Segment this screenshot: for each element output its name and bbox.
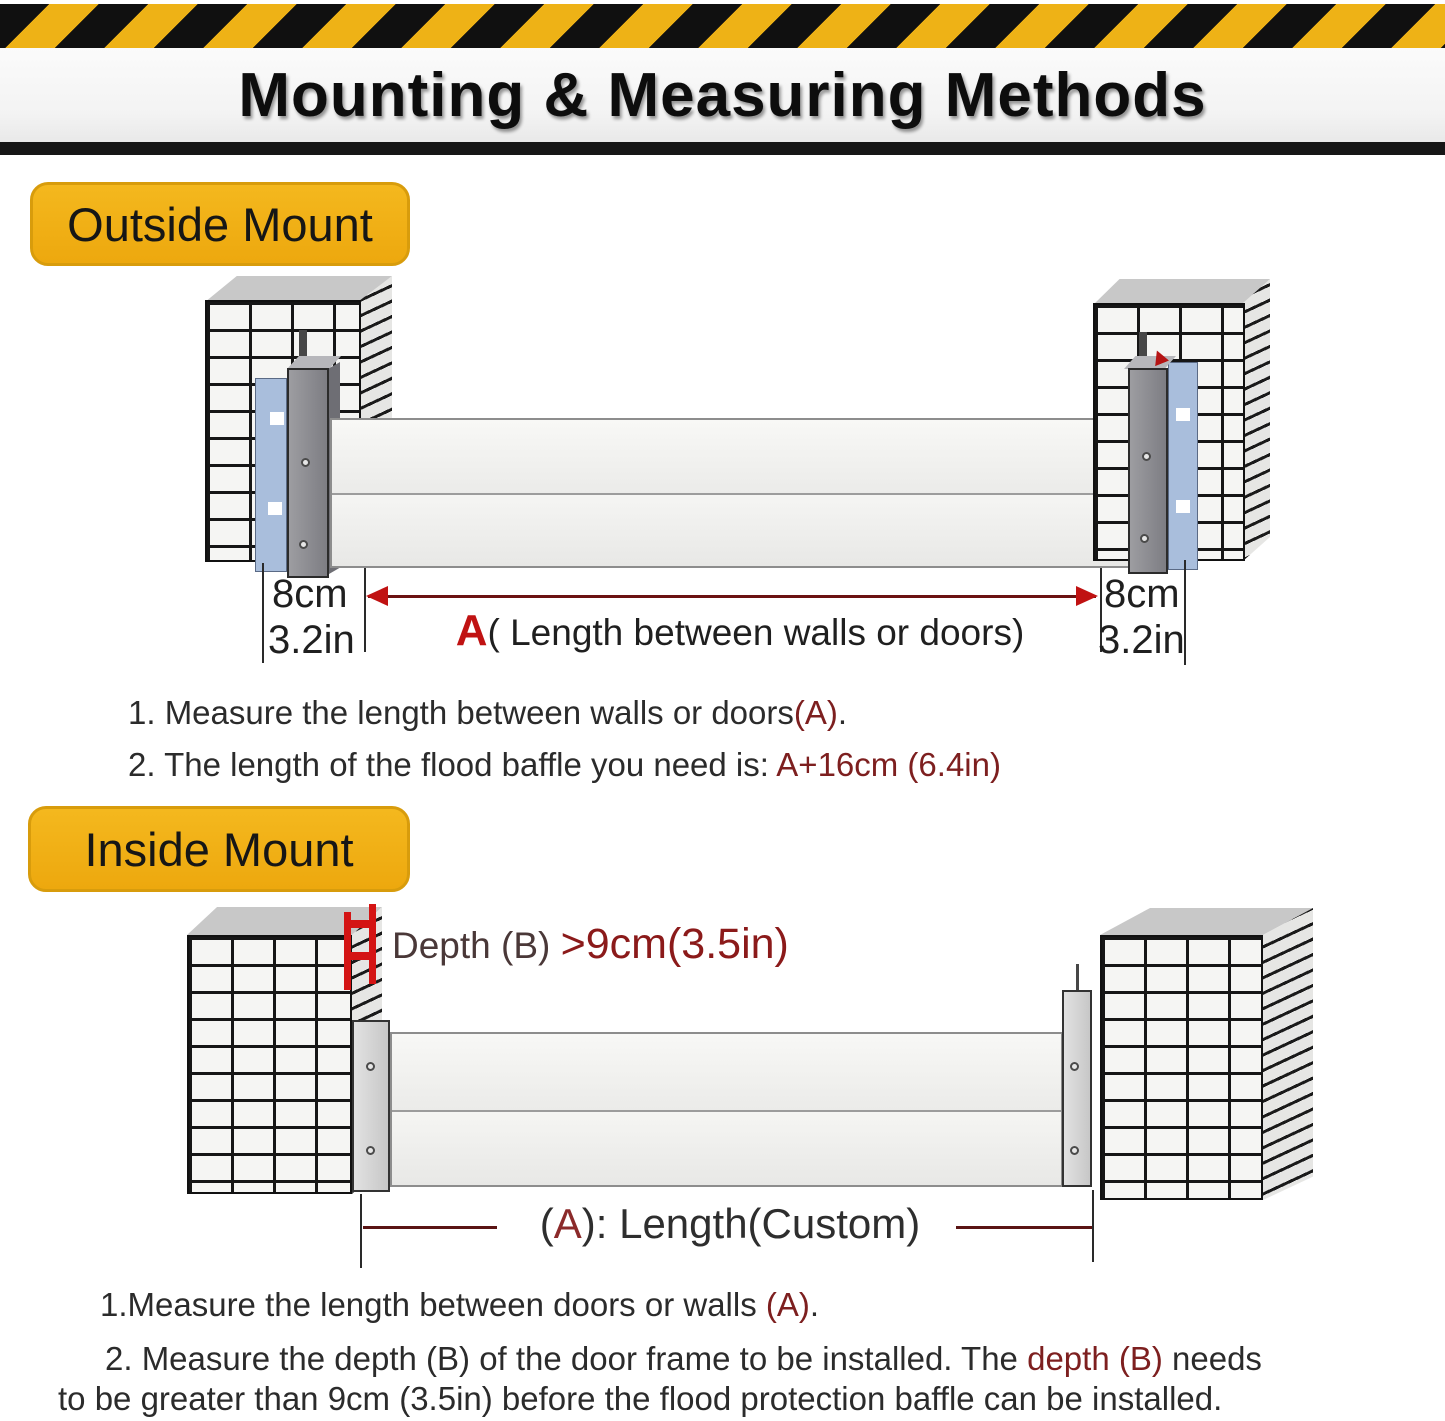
flood-baffle-inside [390,1032,1063,1187]
step-text: to be greater than 9cm (3.5in) before the flood protection baffle can be installed. [58,1380,1223,1417]
right-pillar-side-face [1263,908,1313,1200]
right-seal-strip [1168,362,1198,570]
screw-hole [1070,1146,1079,1155]
right-pillar-front-face [1100,935,1263,1200]
screw-hole [299,540,308,549]
dim-segment-left [363,1226,497,1229]
inside-step-2 [105,1340,1262,1378]
step-highlight: A+16cm (6.4in) [776,746,1001,783]
depth-bracket-rung [344,920,376,928]
dim-caption [500,1200,960,1248]
baffle-panel-upper [392,1034,1061,1110]
screw-hole [1070,1062,1079,1071]
dim-right-cm: 8cm [1104,572,1180,616]
right-pillar-top-face [1093,279,1270,305]
dimension-arrowhead-left [366,586,388,606]
step-text: . [809,1286,820,1323]
right-pillar-side-face [1243,279,1270,561]
baffle-panel-upper [332,420,1128,493]
dim-extension-line [262,563,264,663]
right-seal-highlight [1176,408,1190,421]
outside-step-1 [128,694,847,732]
page-title: Mounting & Measuring Methods [238,60,1207,130]
outside-mount-label [30,182,410,266]
depth-caption-label: Depth (B) [392,925,561,966]
depth-bracket-rung [344,952,376,960]
title-divider-bar [0,142,1445,155]
dim-caption-text: ): Length(Custom) [581,1200,921,1247]
left-seal-highlight [268,502,282,515]
baffle-panel-lower [332,493,1128,566]
dimension-arrowhead-right [1076,586,1098,606]
screw-hole [1140,534,1149,543]
right-bracket-rod [1076,964,1079,992]
screw-hole [1142,452,1151,461]
right-seal-highlight [1176,500,1190,513]
screw-hole [301,458,310,467]
hazard-stripe-banner [0,0,1445,48]
right-mount-bracket [1062,990,1092,1187]
dim-extension-line [1092,1190,1094,1262]
left-seal-strip [255,378,287,572]
step-text: . [837,694,848,731]
left-mount-bracket [287,368,329,578]
dim-caption-letter: A [455,606,488,655]
depth-bracket-bar [369,904,376,984]
step-text: 1. Measure the length between walls or doors [128,694,794,731]
step-highlight: depth (B) [1027,1340,1163,1377]
dim-left-cm: 8cm [272,572,348,616]
left-seal-highlight [270,412,284,425]
depth-caption-value: >9cm(3.5in) [560,920,789,968]
dim-extension-line [360,1194,362,1268]
dim-right-in: 3.2in [1098,618,1185,662]
left-mount-bracket [352,1020,390,1192]
title-band [0,48,1445,142]
right-mount-bracket [1128,368,1168,574]
outside-mount-label-text: Outside Mount [67,197,373,251]
inside-step-1 [100,1286,819,1324]
dim-caption [410,606,1070,656]
dim-caption-text: ( Length between walls or doors) [487,612,1025,653]
screw-hole [366,1062,375,1071]
dim-left-in: 3.2in [268,618,355,662]
step-text: needs [1162,1340,1262,1377]
baffle-panel-lower [392,1110,1061,1186]
inside-step-3 [58,1380,1222,1418]
step-highlight: (A) [793,694,838,731]
left-pillar-front-face [187,935,352,1194]
flood-baffle-outside [330,418,1130,568]
dim-extension-line [364,568,366,652]
step-highlight: (A) [765,1286,810,1323]
dimension-arrow-line [368,595,1096,598]
depth-caption [392,920,789,969]
dim-caption-paren: ( [539,1200,554,1247]
outside-step-2 [128,746,1001,784]
dim-segment-right [956,1226,1092,1229]
step-text: 2. Measure the depth (B) of the door frame to be installed. The [105,1340,1028,1377]
screw-hole [366,1146,375,1155]
inside-mount-label [28,806,410,892]
dim-caption-letter: A [553,1200,582,1247]
step-text: 1.Measure the length between doors or walls [100,1286,766,1323]
inside-mount-label-text: Inside Mount [84,822,354,876]
step-text: 2. The length of the flood baffle you need is: [128,746,777,783]
